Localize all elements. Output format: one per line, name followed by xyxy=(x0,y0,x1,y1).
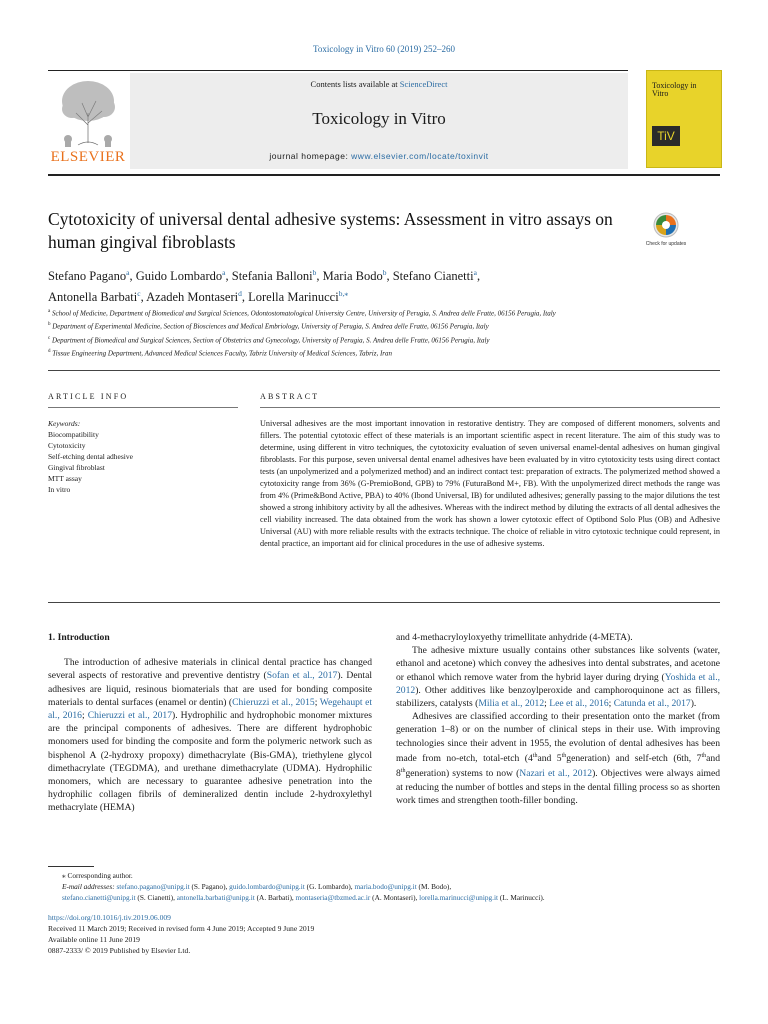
affiliation-marker: b xyxy=(48,322,51,328)
header-top-rule xyxy=(48,70,628,71)
author-name: Lorella Marinucci xyxy=(248,290,339,305)
header-bottom-rule xyxy=(48,174,720,176)
body-text: ; xyxy=(544,698,550,710)
author-affiliation-marker[interactable]: a xyxy=(473,268,477,277)
intro-paragraph-3 xyxy=(396,710,720,807)
body-text: Adhesives are classified according to their presentation onto the market (from generation 1–8) or on the number of clinical steps in their use. With improving technologies since their advent in 1955, the evolution of dental adhesives has been made from no-etch, total-etch (4 xyxy=(396,711,720,765)
email-link[interactable]: montaseria@tbzmed.ac.ir xyxy=(295,893,371,902)
contents-line xyxy=(130,79,628,89)
email-owner: (L. Marinucci). xyxy=(498,893,545,902)
author-name: Antonella Barbati xyxy=(48,290,138,305)
body-text: and 5 xyxy=(537,753,562,765)
keyword-item: In vitro xyxy=(48,485,71,494)
body-text: ; xyxy=(608,698,614,710)
abstract-heading: ABSTRACT xyxy=(260,392,320,401)
affiliation-text: Department of Biomedical and Surgical Sciences, Section of Obstetrics and Gynecology, University of Perugia, S. Andrea delle Fratte, 06156 Perugia, Italy xyxy=(50,335,490,344)
citation-link[interactable]: Yoshida et al., 2012 xyxy=(396,671,720,696)
affiliation-item xyxy=(48,319,628,332)
cover-title: Toxicology in Vitro xyxy=(652,81,697,98)
author-affiliation-marker[interactable]: b xyxy=(382,268,387,277)
article-info-rule xyxy=(48,407,238,408)
intro-paragraph-continued: and 4-methacryloyloxyethy trimellitate anhydride (4-META). xyxy=(396,632,633,643)
email-link[interactable]: stefano.cianetti@unipg.it xyxy=(62,893,136,902)
affiliation-item xyxy=(48,333,628,346)
received-dates: Received 11 March 2019; Received in revised form 4 June 2019; Accepted 9 June 2019 xyxy=(48,924,315,933)
body-text: generation) systems to now ( xyxy=(405,768,520,780)
author-affiliation-marker[interactable]: c xyxy=(137,289,141,299)
body-text: and 8 xyxy=(396,753,720,780)
author-separator: , xyxy=(316,269,323,284)
body-text: generation) and self-etch (6th, 7 xyxy=(566,753,702,765)
footnote-rule xyxy=(48,866,94,867)
author-name: Stefania Balloni xyxy=(231,269,313,284)
article-history xyxy=(48,912,720,956)
keywords-label: Keywords: xyxy=(48,419,81,428)
copyright-line: 0887-2333/ © 2019 Published by Elsevier Ltd. xyxy=(48,946,191,955)
author-name: Azadeh Montaseri xyxy=(146,290,239,305)
email-link[interactable]: stefano.pagano@unipg.it xyxy=(116,882,190,891)
check-for-updates-icon[interactable] xyxy=(646,210,686,254)
email-owner: (S. Pagano), xyxy=(189,882,230,891)
body-text: ). xyxy=(690,698,697,710)
keywords-block xyxy=(48,418,238,495)
email-owner: (A. Barbati), xyxy=(254,893,296,902)
intro-paragraph-1 xyxy=(48,656,372,814)
citation-link[interactable]: Catunda et al., 2017 xyxy=(613,698,691,710)
homepage-prefix: journal homepage: xyxy=(269,151,352,161)
author-separator: , xyxy=(225,269,232,284)
body-column-left xyxy=(48,631,372,815)
body-text: ). Objectives were always aimed at reducing the number of bottles and steps in the dental filling process so as shorten work times and strengthen tooth-filler bonding. xyxy=(396,768,721,806)
sciencedirect-link[interactable]: ScienceDirect xyxy=(399,79,448,89)
author-separator: , xyxy=(386,269,393,284)
journal-homepage-line xyxy=(130,151,628,161)
affiliation-text: School of Medicine, Department of Biomedical and Surgical Sciences, Odontostomatological University Centre, University of Perugia, S. Andrea delle Fratte, 06156 Perugia, Italy xyxy=(50,309,556,318)
citation-link[interactable]: Chieruzzi et al., 2015 xyxy=(232,696,315,708)
author-separator: , xyxy=(241,290,249,305)
affiliation-marker: c xyxy=(48,335,51,341)
cover-tiv-logo: TiV xyxy=(652,126,680,146)
ordinal-suffix: th xyxy=(532,752,538,759)
keyword-item: Gingival fibroblast xyxy=(48,463,105,472)
contents-prefix: Contents lists available at xyxy=(310,79,400,89)
author-list xyxy=(48,264,678,306)
journal-name: Toxicology in Vitro xyxy=(312,109,446,128)
citation-link[interactable]: Nazari et al., 2012 xyxy=(519,768,593,780)
citation-link[interactable]: Chieruzzi et al., 2017 xyxy=(87,710,173,722)
email-owner: (M. Bodo), xyxy=(416,882,452,891)
elsevier-wordmark: ELSEVIER xyxy=(50,149,126,165)
email-link[interactable]: antonella.barbati@unipg.it xyxy=(176,893,255,902)
abstract-rule xyxy=(260,407,720,408)
affiliation-item xyxy=(48,306,628,319)
article-title: Cytotoxicity of universal dental adhesive systems: Assessment in vitro assays on human gingival fibroblasts xyxy=(48,209,613,252)
article-info-heading: ARTICLE INFO xyxy=(48,392,129,401)
front-matter-rule xyxy=(48,370,720,371)
keyword-item: MTT assay xyxy=(48,474,82,483)
affiliation-text: Tissue Engineering Department, Advanced Medical Sciences Faculty, Tabriz University of Medical Sciences, Tabriz, Iran xyxy=(50,349,393,358)
body-text: ; xyxy=(314,696,320,708)
affiliation-item xyxy=(48,346,628,359)
author-name: Stefano Cianetti xyxy=(392,269,474,284)
footnotes xyxy=(48,870,720,903)
citation-link[interactable]: Sofan et al., 2017 xyxy=(266,670,338,682)
author-separator: , xyxy=(129,269,136,284)
keywords-list xyxy=(48,429,238,495)
email-owner: (G. Lombardo), xyxy=(304,882,355,891)
author-affiliation-marker[interactable]: d xyxy=(238,289,242,299)
citation-link[interactable]: Milia et al., 2012 xyxy=(478,698,545,710)
doi-link[interactable]: https://doi.org/10.1016/j.tiv.2019.06.009 xyxy=(48,913,171,922)
abstract-bottom-rule xyxy=(48,602,720,603)
keyword-item: Self-etching dental adhesive xyxy=(48,452,133,461)
keyword-item: Cytotoxicity xyxy=(48,441,86,450)
email-addresses xyxy=(48,881,720,903)
author-separator: , xyxy=(476,269,481,284)
email-owner: (A. Montaseri), xyxy=(370,893,420,902)
ordinal-suffix: th xyxy=(701,752,707,759)
author-separator: , xyxy=(140,290,147,305)
keyword-item: Biocompatibility xyxy=(48,430,99,439)
email-link[interactable]: lorella.marinucci@unipg.it xyxy=(419,893,499,902)
body-text: The introduction of adhesive materials in clinical dental practice has changed several aspects of restorative and preventive dentistry ( xyxy=(48,657,372,682)
email-label: E-mail addresses: xyxy=(62,882,117,891)
body-text: ). Other additives like benzoylperoxide and camphoroquinone act as fillers, stabilizers, catalysts ( xyxy=(396,684,720,710)
author-name: Stefano Pagano xyxy=(48,269,127,284)
body-text: ). Dental adhesives are liquid, resinous biomaterials that are used for bonding composite materials to dental surfaces (enamel or dentin) ( xyxy=(48,670,372,708)
section-heading-introduction: 1. Introduction xyxy=(48,632,110,643)
email-owner: (S. Cianetti), xyxy=(135,893,177,902)
body-column-right xyxy=(396,631,720,807)
author-affiliation-marker[interactable]: a xyxy=(222,268,226,277)
author-affiliation-marker[interactable]: b,⁎ xyxy=(338,289,349,299)
ordinal-suffix: th xyxy=(400,768,406,775)
intro-paragraph-2 xyxy=(396,644,720,710)
available-online: Available online 11 June 2019 xyxy=(48,935,140,944)
body-text: The adhesive mixture usually contains other substances like solvents (water, ethanol and acetone) which convey the adhesives into dental substrates, and acetone or ethanol which remove water from the hybrid layer during drying ( xyxy=(396,645,720,683)
body-text: ). Hydrophilic and hydrophobic monomer mixtures are the principal components of adhesives. There are different hydrophobic monomers used for binding the composite and form the polymeric network such as bisphenol A (2-hydroxy propoxy) dimethacrylate (Bis-GMA), triethylene glycol dimethacrylate (TEGDMA), and urethane dimethacrylate (UDMA). Hydrophilic monomers, which are necessary to guarantee adhesive penetration into the hydrophilic collagen fibrils of demineralized dentin include 2-hydroxylethyl methacrylate (HEMA) xyxy=(48,710,372,814)
affiliation-marker: d xyxy=(48,348,51,354)
journal-homepage-link[interactable]: www.elsevier.com/locate/toxinvit xyxy=(351,151,489,161)
email-link[interactable]: guido.lombardo@unipg.it xyxy=(229,882,305,891)
citation-link[interactable]: Wegehaupt et al., 2016 xyxy=(48,696,373,722)
corresponding-author-note: ⁎ Corresponding author. xyxy=(62,871,133,880)
author-name: Guido Lombardo xyxy=(135,269,223,284)
body-text: ; xyxy=(81,710,88,722)
affiliation-marker: a xyxy=(48,309,51,314)
affiliation-text: Department of Experimental Medicine, Section of Biosciences and Medical Embriology, University of Perugia, S. Andrea delle Fratte, 06156 Perugia, Italy xyxy=(50,322,489,331)
journal-reference-link[interactable]: Toxicology in Vitro 60 (2019) 252–260 xyxy=(313,44,455,54)
author-affiliation-marker[interactable]: a xyxy=(126,268,130,277)
email-link[interactable]: maria.bodo@unipg.it xyxy=(354,882,417,891)
abstract-text: Universal adhesives are the most important innovation in restorative dentistry. They are composed of different monomers, solvents and fillers. The potential cytotoxic effect of these materials is an important scientific aspect in recent literature. The aim of this study was to determine, using different in vitro techniques, the cytotoxicity evaluation of seven universal enamel-dental adhesives on human gingival fibroblasts. For this purpose, seven universal dental enamel adhesives have been evaluated by in vitro cytotoxicity tests using direct contact tests (an unpolymerized and a polymerized method) and an indirect contact test: preparation of extracts. The polymerized method showed a cytotoxicity range from 36% (G-PremioBond, GPB) to 79% (FuturaBond M+, FB). With the unpolymerized direct methods the range was from 4% (Prime&Bond Active, PBA) to 40% (Ibond Universal, IB) for undiluted adhesives; generally passing to the major dilutions the test showed a strong inhibitory activity by all the adhesives. Whereas with the indirect method by diluting the extracts of all dental adhesives the cell viability increased. The data obtained from the work has shown a lower cytotoxic effect of Optibond Solo Plus (OB) and Adhesive Universal (AU) with more reliable results with the extracts technique. The choice of reliable in vitro cytotoxic technique could represent, in dental practice, an important aid for clinical procedures in the use of adhesive systems. xyxy=(260,419,720,548)
citation-link[interactable]: Lee et al., 2016 xyxy=(549,698,609,710)
ordinal-suffix: th xyxy=(561,752,567,759)
author-affiliation-marker[interactable]: b xyxy=(312,268,317,277)
author-name: Maria Bodo xyxy=(322,269,383,284)
affiliation-list xyxy=(48,306,628,359)
check-badge-label: Check for updates xyxy=(646,241,686,247)
